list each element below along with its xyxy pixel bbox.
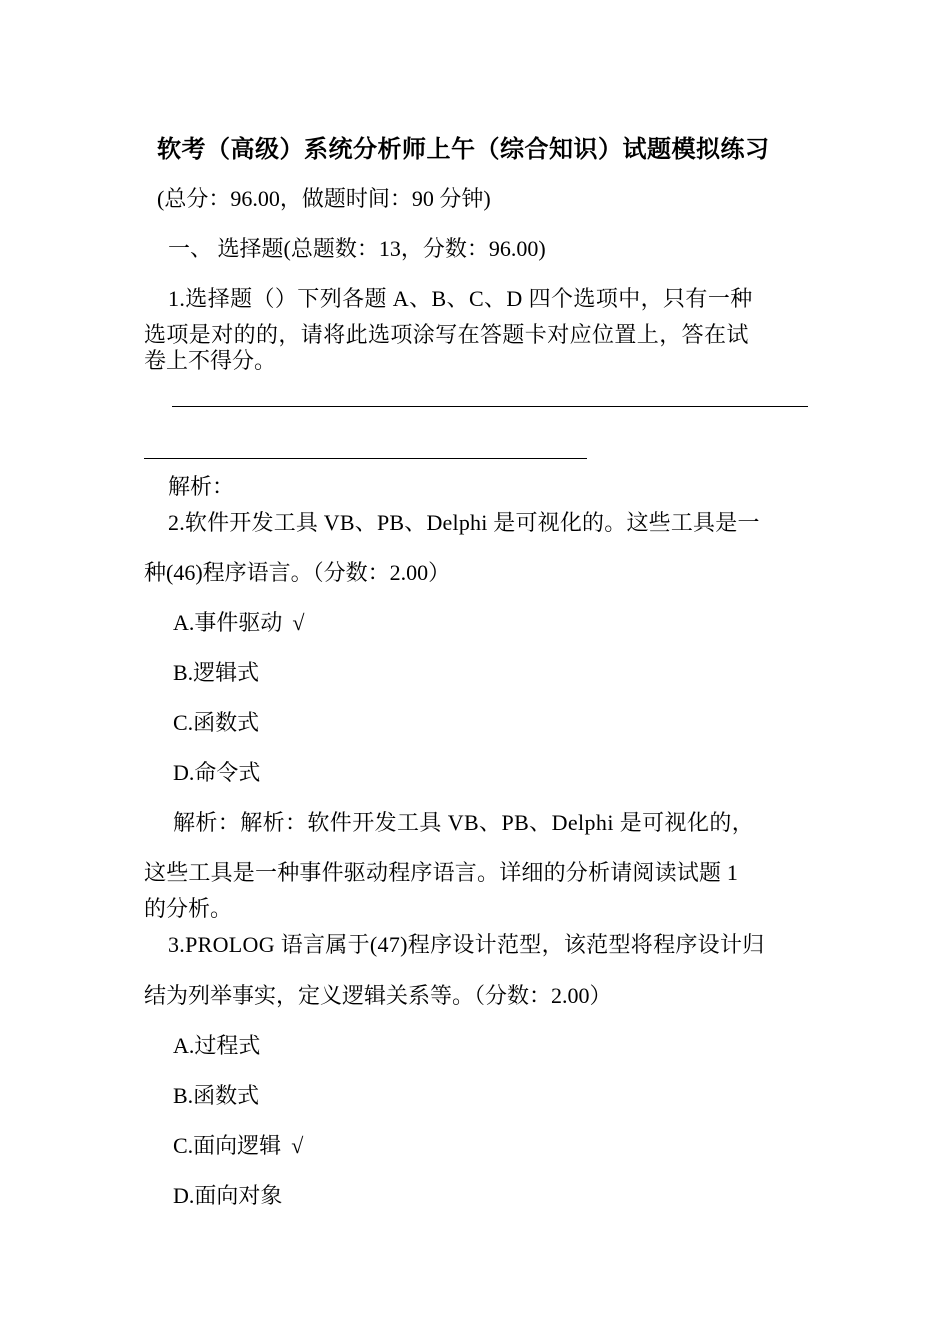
q1-line-2: 选项是对的的，请将此选项涂写在答题卡对应位置上，答在试	[144, 322, 749, 347]
q1-line-1: 1.选择题（）下列各题 A、B、C、D 四个选项中，只有一种	[168, 286, 753, 311]
section-heading: 一、 选择题(总题数：13，分数：96.00)	[168, 236, 546, 261]
q3-line-2: 结为列举事实，定义逻辑关系等。（分数：2.00）	[144, 983, 612, 1008]
q2-line-1: 2.软件开发工具 VB、PB、Delphi 是可视化的。这些工具是一	[168, 510, 760, 535]
q2-analysis-line-2: 这些工具是一种事件驱动程序语言。详细的分析请阅读试题 1	[144, 860, 739, 885]
q3-option-c	[173, 1135, 303, 1157]
q2-analysis-line-1: 解析：解析：软件开发工具 VB、PB、Delphi 是可视化的，	[173, 810, 755, 835]
q2-option-d: D.命令式	[173, 760, 261, 785]
q3-option-c-label: C.面向逻辑	[173, 1133, 282, 1158]
q3-option-a: A.过程式	[173, 1033, 261, 1058]
document-title: 软考（高级）系统分析师上午（综合知识）试题模拟练习	[157, 137, 770, 163]
q3-line-1: 3.PROLOG 语言属于(47)程序设计范型，该范型将程序设计归	[168, 932, 765, 957]
q2-line-2: 种(46)程序语言。（分数：2.00）	[144, 560, 451, 585]
q2-option-c: C.函数式	[173, 710, 260, 735]
q1-analysis-label: 解析：	[168, 474, 235, 499]
check-mark-icon: √	[291, 1133, 304, 1158]
q3-option-d: D.面向对象	[173, 1183, 283, 1208]
q3-option-b: B.函数式	[173, 1083, 260, 1108]
q2-option-a-label: A.事件驱动	[173, 610, 283, 635]
q2-option-b: B.逻辑式	[173, 660, 260, 685]
q2-analysis-line-3: 的分析。	[144, 896, 233, 921]
exam-meta: (总分：96.00，做题时间：90 分钟)	[157, 186, 491, 211]
answer-blank-line-2	[144, 458, 587, 459]
check-mark-icon: √	[292, 610, 305, 635]
answer-blank-line-1	[172, 406, 808, 407]
q2-option-a	[173, 612, 304, 634]
q1-line-3: 卷上不得分。	[144, 348, 277, 373]
